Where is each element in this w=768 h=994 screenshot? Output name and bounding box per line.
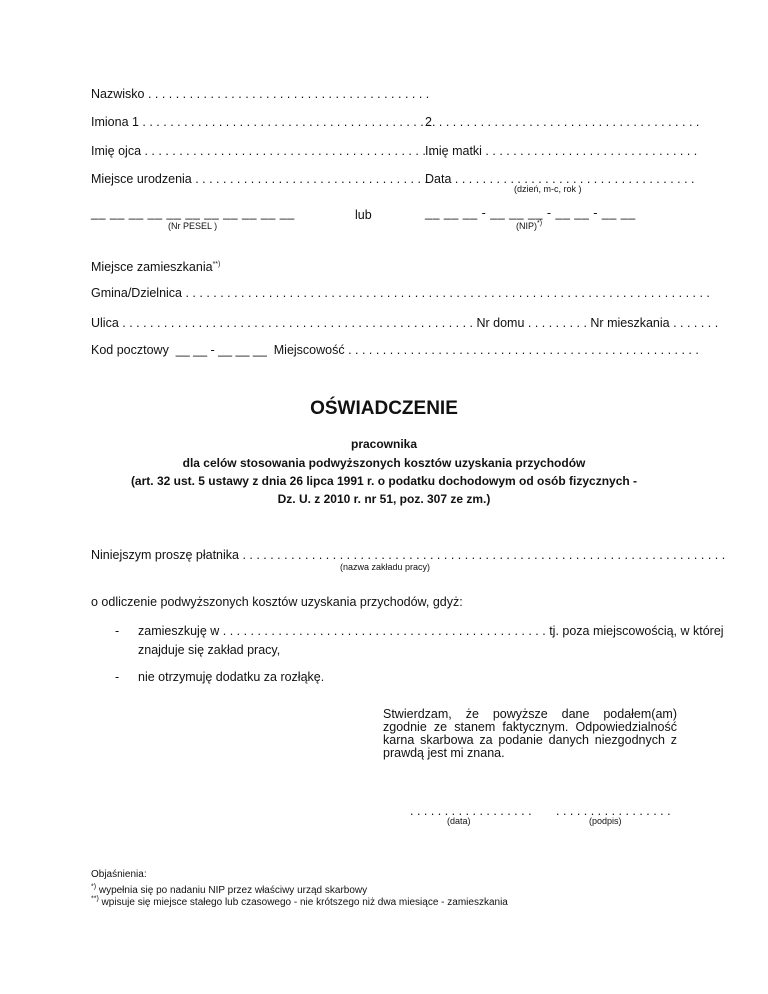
bullet: - bbox=[115, 624, 120, 638]
father-name-field[interactable]: Imię ojca . . . . . . . . . . . . . . . . . . . . . . . . . . . . . . . . . . . . . . . . . . bbox=[91, 144, 433, 158]
date-signature-field[interactable]: . . . . . . . . . . . . . . . . . . bbox=[410, 804, 532, 818]
residence-heading: Miejsce zamieszkania**) bbox=[91, 260, 221, 274]
subtitle-line-2: dla celów stosowania podwyższonych kosztów uzyskania przychodów bbox=[182, 456, 586, 470]
reason-text: o odliczenie podwyższonych kosztów uzyskania przychodów, gdyż: bbox=[91, 595, 463, 609]
nip-field[interactable]: __ __ __ - __ __ __ - __ __ - __ __ bbox=[425, 206, 636, 220]
nip-hint: (NIP)*) bbox=[516, 220, 543, 231]
second-name-field[interactable]: 2. . . . . . . . . . . . . . . . . . . . . . . . . . . . . . . . . . . . . . . bbox=[425, 115, 700, 129]
birthplace-field[interactable]: Miejsce urodzenia . . . . . . . . . . . . . . . . . . . . . . . . . . . . . . . . . . bbox=[91, 172, 428, 186]
signature-field[interactable]: . . . . . . . . . . . . . . . . . bbox=[556, 804, 671, 818]
district-field[interactable]: Gmina/Dzielnica . . . . . . . . . . . . . . . . . . . . . . . . . . . . . . . . . . . . . . . . . . . . . . . . . . . . . . . . . . . . . . . . . . . . . . . . . . . . bbox=[91, 286, 710, 300]
subtitle-line-1: pracownika bbox=[350, 437, 418, 451]
pesel-hint: (Nr PESEL ) bbox=[168, 221, 218, 231]
declaration-text: Stwierdzam, że powyższe dane podałem(am) zgodnie ze stanem faktycznym. Odpowiedzialność karna skarbowa za podanie danych niezgodnych z prawdą jest mi znana. bbox=[383, 707, 677, 760]
notes-title: Objaśnienia: bbox=[91, 869, 147, 880]
date-hint: (dzień, m-c, rok ) bbox=[514, 184, 582, 194]
note-2: **) wpisuje się miejsce stałego lub czasowego - nie krótszego niż dwa miesiące - zamieszkania bbox=[91, 895, 508, 908]
street-field[interactable]: Ulica . . . . . . . . . . . . . . . . . . . . . . . . . . . . . . . . . . . . . . . . . . . . . . . . . . . Nr domu . . . . . . . . . Nr mieszkania . . . . . . . bbox=[91, 316, 719, 330]
postal-city-field[interactable]: Kod pocztowy __ __ - __ __ __ Miejscowość . . . . . . . . . . . . . . . . . . . . . . . . . . . . . . . . . . . . . . . . . . . . . . . . . . . bbox=[91, 343, 699, 357]
page-title: OŚWIADCZENIE bbox=[310, 398, 458, 419]
mother-name-field[interactable]: Imię matki . . . . . . . . . . . . . . . . . . . . . . . . . . . . . . . bbox=[425, 144, 698, 158]
bullet: - bbox=[115, 670, 120, 684]
note-1: *) wypełnia się po nadaniu NIP przez właściwy urząd skarbowy bbox=[91, 883, 368, 896]
surname-field[interactable]: Nazwisko . . . . . . . . . . . . . . . . . . . . . . . . . . . . . . . . . . . . . . . . . bbox=[91, 87, 430, 101]
subtitle-line-4: Dz. U. z 2010 r. nr 51, poz. 307 ze zm.) bbox=[277, 492, 491, 506]
employer-request-field[interactable]: Niniejszym proszę płatnika . . . . . . . . . . . . . . . . . . . . . . . . . . . . . . . . . . . . . . . . . . . . . . . . . . . . . . . . . . . . . . . . . . . . . . bbox=[91, 548, 726, 562]
first-name-field[interactable]: Imiona 1 . . . . . . . . . . . . . . . . . . . . . . . . . . . . . . . . . . . . . . . . . . bbox=[91, 115, 431, 129]
residence-place-field[interactable]: zamieszkuję w . . . . . . . . . . . . . . . . . . . . . . . . . . . . . . . . . . . . . . . . . . . . . . . tj. poza miejscowością, w której bbox=[138, 624, 724, 638]
date-label: (data) bbox=[447, 816, 471, 826]
signature-label: (podpis) bbox=[589, 816, 622, 826]
subtitle-line-3: (art. 32 ust. 5 ustawy z dnia 26 lipca 1991 r. o podatku dochodowym od osób fizycznych - bbox=[130, 474, 638, 488]
or-label: lub bbox=[355, 208, 372, 222]
list-item-text: nie otrzymuję dodatku za rozłąkę. bbox=[138, 670, 325, 684]
birth-date-field[interactable]: Data . . . . . . . . . . . . . . . . . . . . . . . . . . . . . . . . . . . bbox=[425, 172, 695, 186]
list-item-text: znajduje się zakład pracy, bbox=[138, 643, 281, 657]
employer-hint: (nazwa zakładu pracy) bbox=[340, 562, 431, 572]
pesel-field[interactable]: __ __ __ __ __ __ __ __ __ __ __ bbox=[91, 206, 295, 220]
